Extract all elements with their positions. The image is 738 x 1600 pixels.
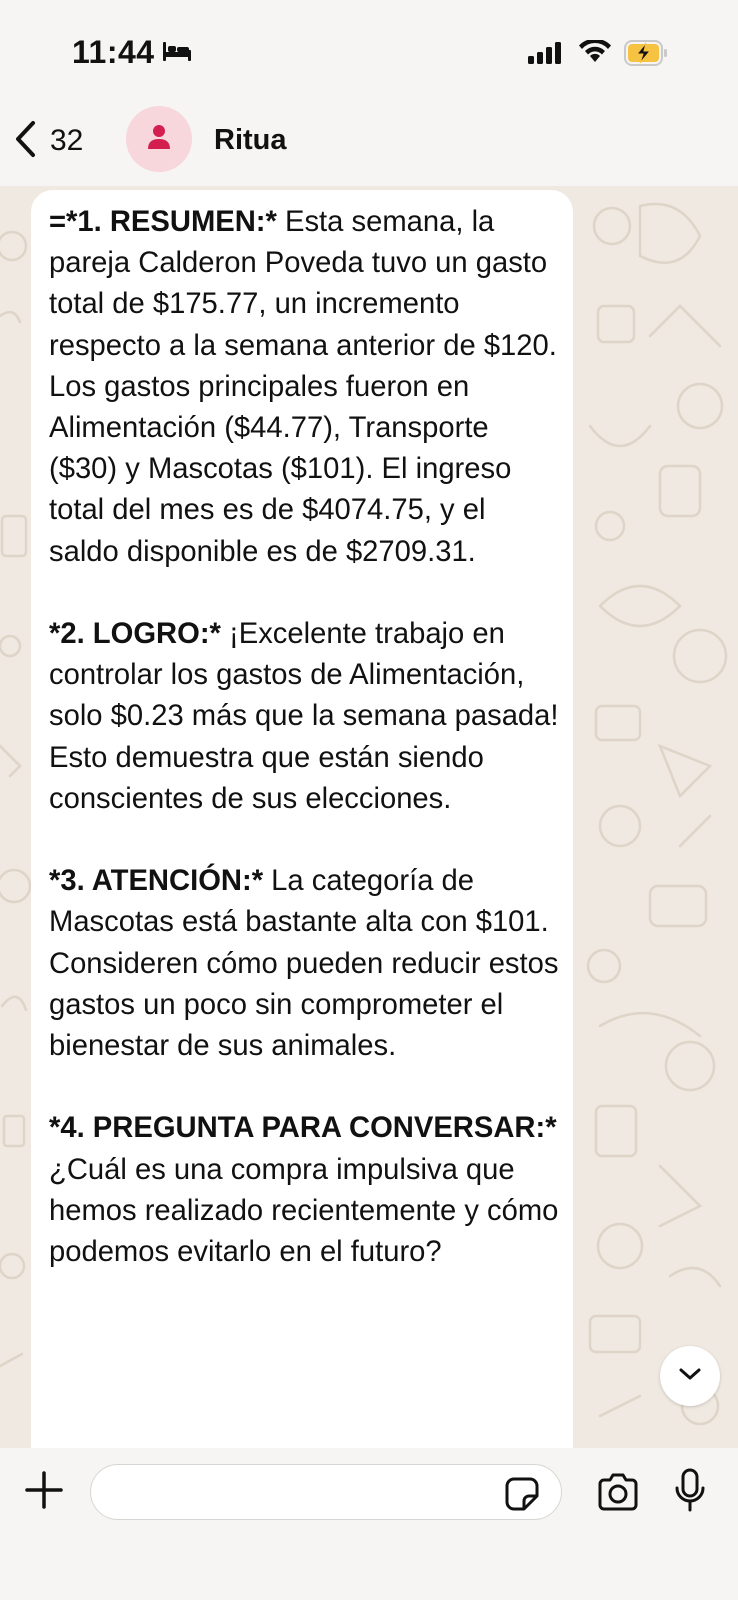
plus-icon — [24, 1497, 64, 1514]
message-paragraph — [49, 618, 567, 815]
message-paragraph — [49, 1112, 567, 1268]
scroll-down-button[interactable] — [660, 1346, 720, 1406]
message-input[interactable] — [90, 1464, 562, 1520]
chat-area[interactable] — [0, 186, 738, 1448]
section-body: La categoría de Mascotas está bastante alta con $101. Consideren cómo pueden reducir estos gastos un poco sin comprometer el bienestar de sus animales. — [49, 865, 567, 1063]
avatar[interactable] — [126, 106, 192, 172]
input-bar — [0, 1448, 738, 1600]
section-body: ¡Excelente trabajo en controlar los gastos de Alimentación, solo $0.23 más que la semana pasada! Esto demuestra que están siendo conscientes de sus elecciones. — [49, 618, 567, 815]
message-bubble[interactable] — [31, 190, 573, 1448]
contact-name[interactable]: Ritua — [214, 124, 287, 156]
status-bar — [0, 0, 738, 100]
microphone-button[interactable] — [674, 1468, 706, 1514]
person-icon — [146, 123, 172, 156]
camera-button[interactable] — [596, 1472, 640, 1512]
unread-count: 32 — [50, 124, 84, 157]
message-text — [49, 202, 567, 1273]
section-body: Esta semana, la pareja Calderon Poveda tuvo un gasto total de $175.77, un incremento respecto a la semana anterior de $120. Los gastos principales fueron en Alimentación ($44.77), Transporte ($30) y Mascotas ($101). El ingreso total del mes es de $4074.75, y el saldo disponible es de $2709.31. — [49, 206, 565, 568]
section-heading: =*1. RESUMEN:* — [49, 206, 277, 238]
section-heading: *4. PREGUNTA PARA CONVERSAR:* — [49, 1112, 557, 1145]
microphone-icon — [674, 1501, 706, 1518]
sticker-button[interactable] — [504, 1476, 540, 1512]
chevron-down-icon — [678, 1367, 702, 1386]
message-paragraph — [49, 865, 567, 1062]
signal-icon — [528, 42, 564, 69]
bed-icon — [162, 40, 192, 67]
back-button[interactable] — [14, 118, 104, 164]
chevron-left-icon — [14, 120, 36, 163]
attach-button[interactable] — [24, 1470, 64, 1510]
message-paragraph — [49, 206, 565, 568]
camera-icon — [596, 1499, 640, 1516]
section-body: ¿Cuál es una compra impulsiva que hemos realizado recientemente y cómo podemos evitarlo en el futuro? — [49, 1112, 567, 1269]
wifi-icon — [578, 40, 612, 69]
sticker-icon — [504, 1499, 540, 1516]
section-heading: *3. ATENCIÓN:* — [49, 865, 264, 898]
chat-header — [0, 100, 738, 186]
section-heading: *2. LOGRO:* — [49, 618, 221, 651]
status-time: 11:44 — [72, 34, 155, 70]
battery-charging-icon — [624, 40, 668, 71]
